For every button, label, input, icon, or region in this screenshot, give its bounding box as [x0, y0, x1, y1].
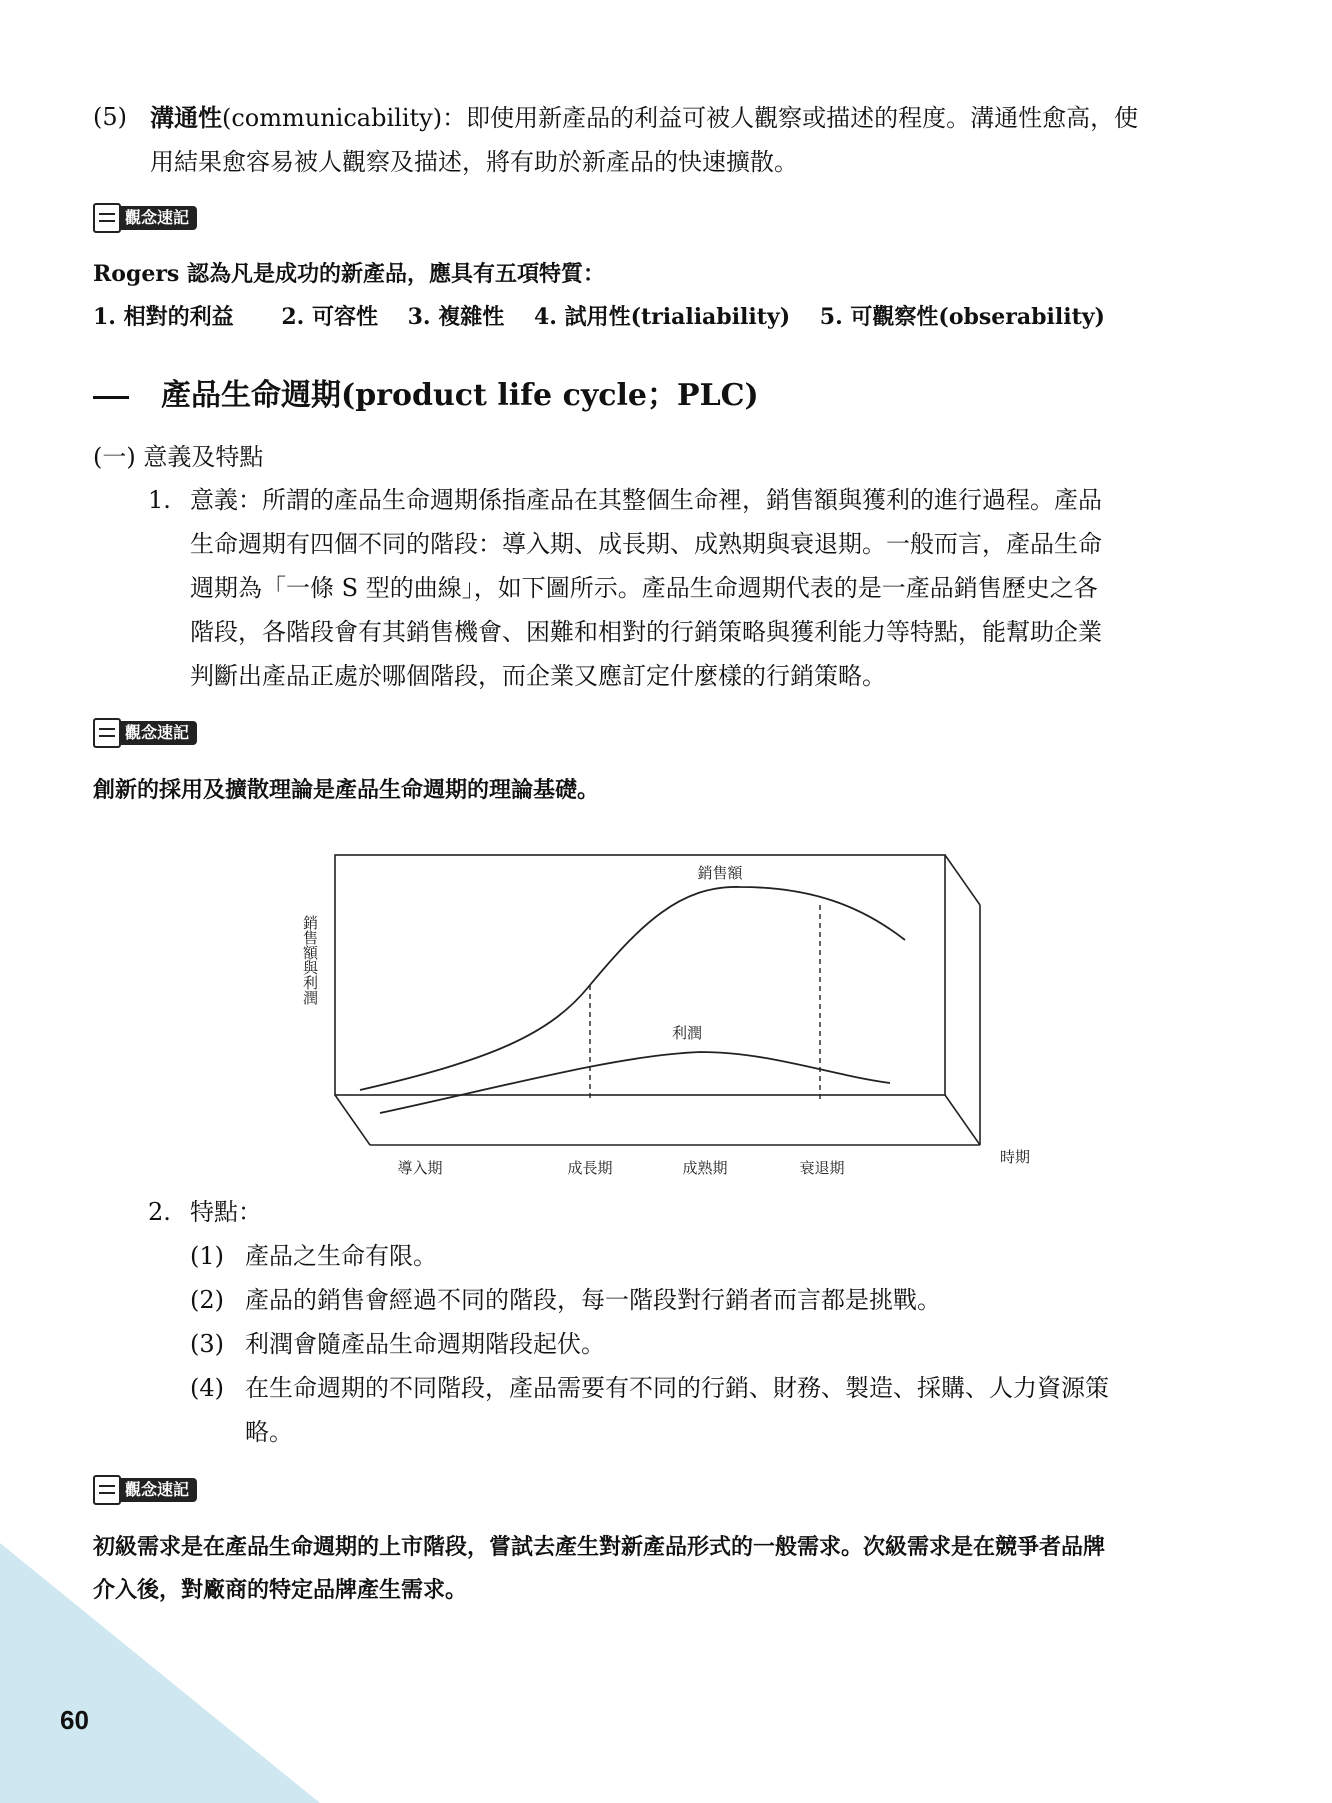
chart-frame — [335, 855, 945, 1095]
point-text: 產品之生命有限。 — [245, 1242, 437, 1270]
point-text-continued: 略。 — [245, 1418, 293, 1446]
note1-line1: Rogers 認為凡是成功的新產品，應具有五項特質： — [93, 261, 605, 287]
item-1-line: 意義：所謂的產品生命週期係指產品在其整個生命裡，銷售額與獲利的進行過程。產品 — [190, 486, 1102, 514]
item-5-line1 — [150, 95, 1138, 141]
series-label-sales: 銷售額 — [697, 864, 743, 882]
plc-chart — [290, 845, 1050, 1180]
point-number: (1) — [190, 1242, 224, 1270]
section-title: 產品生命週期(product life cycle；PLC) — [161, 378, 759, 413]
item-5-number: (5) — [93, 103, 127, 131]
note1-items — [93, 295, 1105, 340]
section-number-dash — [93, 396, 129, 399]
note3-line1: 初級需求是在產品生命週期的上市階段，嘗試去產生對新產品形式的一般需求。次級需求是在競爭者品牌 — [93, 1534, 1106, 1560]
chart-frame-edge — [945, 1095, 980, 1145]
note-document-icon — [93, 718, 121, 748]
item-2-number: 2. — [148, 1198, 171, 1226]
item-5-line2: 用結果愈容易被人觀察及描述，將有助於新產品的快速擴散。 — [150, 148, 798, 176]
point-text: 利潤會隨產品生命週期階段起伏。 — [245, 1330, 605, 1358]
note-badge — [93, 1475, 197, 1505]
item-2-title: 特點： — [190, 1198, 262, 1226]
note1-item: 5. 可觀察性(obserability) — [819, 304, 1105, 330]
item-1-line: 判斷出產品正處於哪個階段，而企業又應訂定什麼樣的行銷策略。 — [190, 662, 886, 690]
x-tick-label: 導入期 — [397, 1159, 443, 1177]
item-1-line: 階段，各階段會有其銷售機會、困難和相對的行銷策略與獲利能力等特點，能幫助企業 — [190, 618, 1102, 646]
note-document-icon — [93, 203, 121, 233]
note1-item: 3. 複雜性 — [407, 304, 505, 330]
note-document-icon — [93, 1475, 121, 1505]
note1-item: 4. 試用性(trialiability) — [533, 304, 791, 330]
subsection-heading: (一) 意義及特點 — [93, 443, 264, 471]
note1-item: 1. 相對的利益 — [93, 304, 234, 330]
x-tick-label: 成熟期 — [682, 1159, 728, 1177]
note-badge — [93, 718, 197, 748]
point-number: (4) — [190, 1374, 224, 1402]
page-number: 60 — [60, 1705, 89, 1735]
point-text: 產品的銷售會經過不同的階段，每一階段對行銷者而言都是挑戰。 — [245, 1286, 941, 1314]
item-1-line: 週期為「一條 S 型的曲線」，如下圖所示。產品生命週期代表的是一產品銷售歷史之各 — [190, 574, 1098, 602]
item-5-line1-text: (communicability)：即使用新產品的利益可被人觀察或描述的程度。溝通性愈高，使 — [222, 104, 1139, 132]
point-number: (2) — [190, 1286, 224, 1314]
note3-line2: 介入後，對廠商的特定品牌產生需求。 — [93, 1577, 468, 1603]
item-5-term: 溝通性 — [150, 103, 222, 132]
chart-frame-edge — [335, 1095, 370, 1145]
point-text: 在生命週期的不同階段，產品需要有不同的行銷、財務、製造、採購、人力資源策 — [245, 1374, 1109, 1402]
note2-text: 創新的採用及擴散理論是產品生命週期的理論基礎。 — [93, 777, 600, 803]
x-tick-label: 衰退期 — [799, 1159, 845, 1177]
note-badge-label: 觀念速記 — [117, 206, 197, 230]
note-badge-label: 觀念速記 — [117, 1478, 197, 1502]
item-1-number: 1. — [148, 486, 171, 514]
series-label-profit: 利潤 — [671, 1024, 703, 1042]
profit-curve — [380, 1052, 890, 1113]
x-axis-label: 時期 — [999, 1148, 1031, 1166]
section-heading — [93, 370, 759, 414]
x-tick-label: 成長期 — [567, 1159, 613, 1177]
note-badge-label: 觀念速記 — [117, 721, 197, 745]
point-number: (3) — [190, 1330, 224, 1358]
note-badge — [93, 203, 197, 233]
note1-item: 2. 可容性 — [281, 304, 378, 330]
y-axis-label: 銷售額與利潤 — [301, 915, 319, 1005]
chart-frame-edge — [945, 855, 980, 905]
item-1-line: 生命週期有四個不同的階段：導入期、成長期、成熟期與衰退期。一般而言，產品生命 — [190, 530, 1102, 558]
